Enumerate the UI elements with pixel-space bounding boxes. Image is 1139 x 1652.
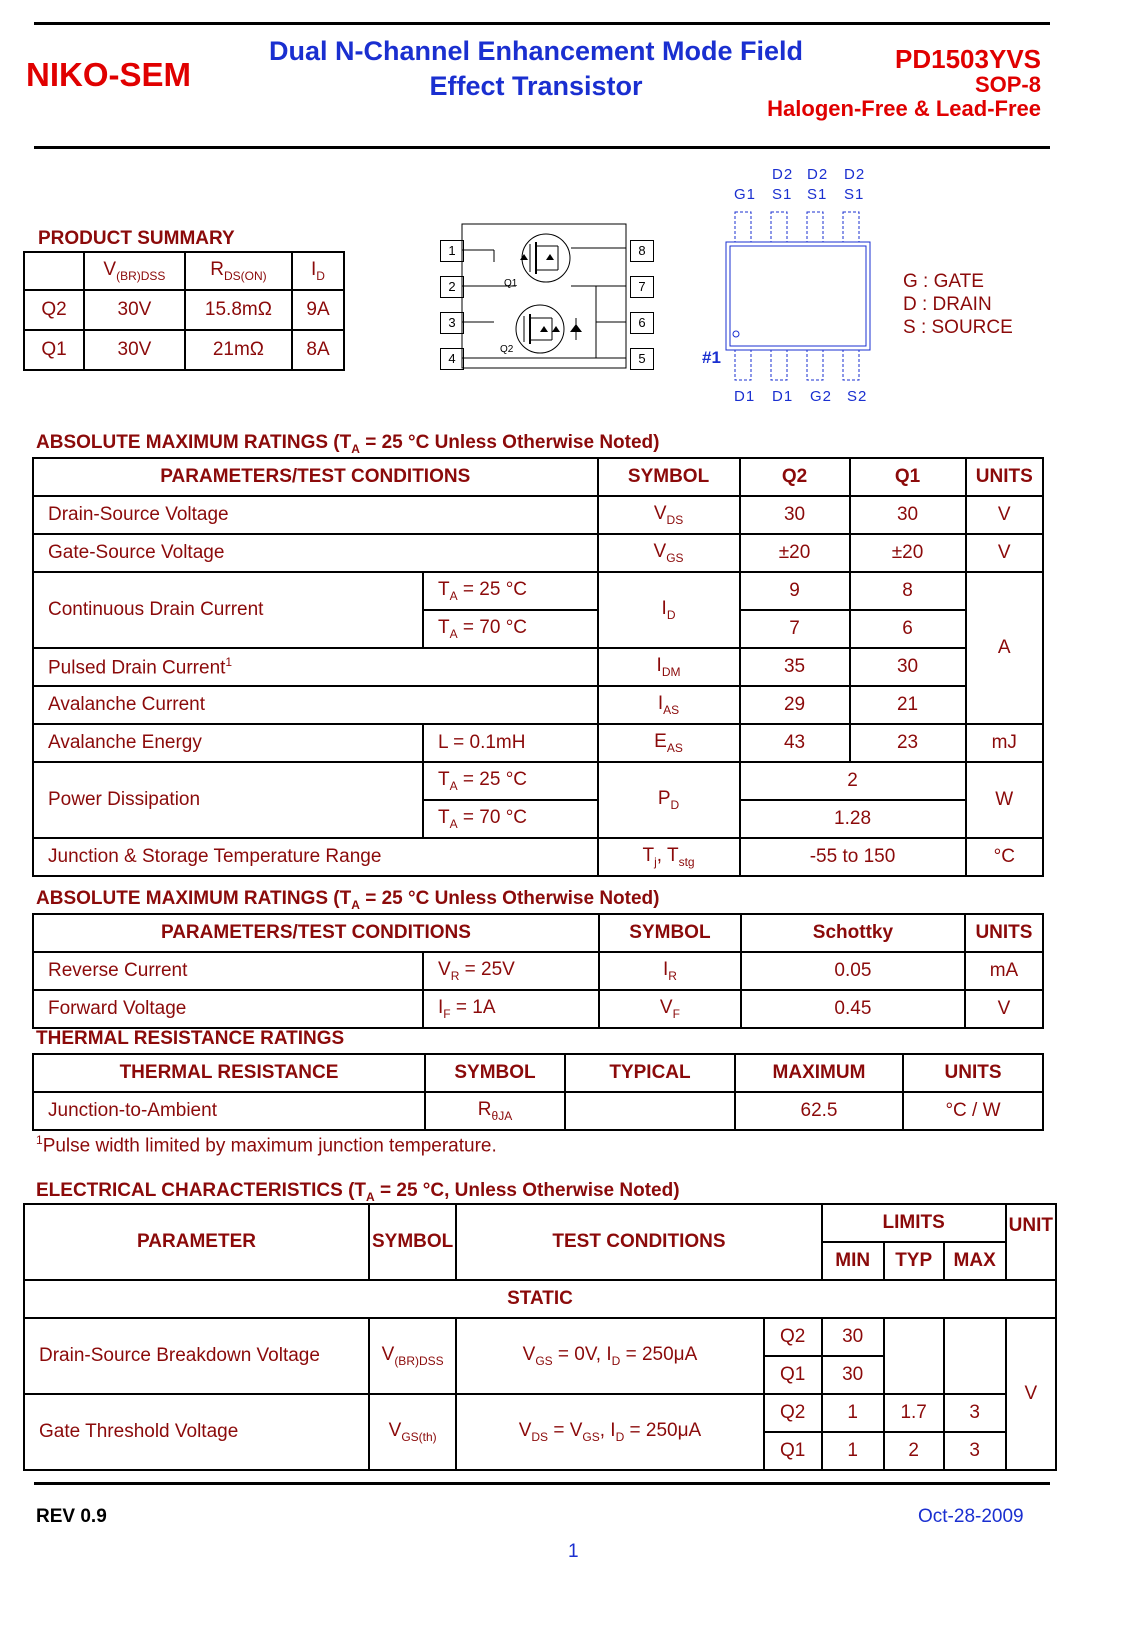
amr1-ias-q2: 29 xyxy=(740,686,850,724)
amr1-vds-symbol: $V_{DS}$ xyxy=(598,496,740,534)
title-line-1: Dual N-Channel Enhancement Mode Field xyxy=(268,36,804,66)
ps-rdson: 21mΩ xyxy=(185,330,292,370)
table-row xyxy=(24,1394,1056,1432)
amr1-tj-param: Junction & Storage Temperature Range xyxy=(33,838,598,876)
th-unit: °C / W xyxy=(903,1092,1043,1130)
amr1-id-q2-a: 9 xyxy=(740,572,850,610)
ec-h-max: MAX xyxy=(944,1242,1006,1280)
pkg-bottom-d1-b: D1 xyxy=(772,388,794,405)
ps-header-vbrdss: $V_{(BR)DSS}$ xyxy=(84,252,185,290)
amr1-vgs-symbol: $V_{GS}$ xyxy=(598,534,740,572)
ec-h-conditions: TEST CONDITIONS xyxy=(456,1204,821,1280)
legend-gate: G : GATE xyxy=(903,271,984,292)
ec-h-min: MIN xyxy=(822,1242,884,1280)
amr1-vgs-q1: ±20 xyxy=(850,534,966,572)
pkg-top2-s1-c: S1 xyxy=(844,186,865,203)
amr2-vf-unit: V xyxy=(965,990,1043,1028)
pin-5: 5 xyxy=(630,348,654,370)
amr1-pd-unit: W xyxy=(966,762,1043,838)
pin-6: 6 xyxy=(630,312,654,334)
ec-bvdss-param: Drain-Source Breakdown Voltage xyxy=(24,1318,369,1394)
th-h-symbol: SYMBOL xyxy=(425,1054,565,1092)
pin-2: 2 xyxy=(440,276,464,298)
amr1-vgs-param: Gate-Source Voltage xyxy=(33,534,598,572)
table-row xyxy=(33,990,1043,1028)
ps-rdson: 15.8mΩ xyxy=(185,290,292,330)
date: Oct-28-2009 xyxy=(918,1506,1024,1527)
amr1-pd-cond-b: $T_A = 70$ °C xyxy=(423,800,598,838)
abs-max-2-title: ABSOLUTE MAXIMUM RATINGS ($T_A = 25$ °C Unless Otherwise Noted) xyxy=(36,888,660,912)
pin-7: 7 xyxy=(630,276,654,298)
amr1-id-symbol: $I_D$ xyxy=(598,572,740,648)
ec-vth-cond: $V_{DS} = V_{GS}$, $I_D = 250\mu A$ xyxy=(456,1394,763,1470)
amr1-idm-param: Pulsed Drain Current$^1$ xyxy=(33,648,598,686)
ps-id: 9A xyxy=(292,290,344,330)
amr1-h-q2: Q2 xyxy=(740,458,850,496)
amr1-pd-value-a: 2 xyxy=(740,762,966,800)
amr1-ias-param: Avalanche Current xyxy=(33,686,598,724)
ec-bvdss-max xyxy=(944,1318,1006,1394)
amr1-ias-q1: 21 xyxy=(850,686,966,724)
amr1-idm-q2: 35 xyxy=(740,648,850,686)
table-row xyxy=(33,1092,1043,1130)
amr1-h-q1: Q1 xyxy=(850,458,966,496)
ec-vth-max-b: 3 xyxy=(944,1432,1006,1470)
page-number: 1 xyxy=(568,1541,579,1562)
revision: REV 0.9 xyxy=(36,1506,107,1527)
ec-bvdss-min-a: 30 xyxy=(822,1318,884,1356)
amr2-vf-value: 0.45 xyxy=(741,990,965,1028)
abs-max-2-table xyxy=(32,913,1044,1029)
amr2-h-units: UNITS xyxy=(965,914,1043,952)
pkg-top2-g1: G1 xyxy=(734,186,757,203)
table-row xyxy=(33,534,1043,572)
ps-vbrdss: 30V xyxy=(84,330,185,370)
ec-bvdss-dev-a: Q2 xyxy=(764,1318,822,1356)
amr1-h-units: UNITS xyxy=(966,458,1043,496)
table-row xyxy=(33,686,1043,724)
footnote: $^1$Pulse width limited by maximum junction temperature. xyxy=(36,1133,497,1157)
legend-drain: D : DRAIN xyxy=(903,294,992,315)
amr1-vgs-unit: V xyxy=(966,534,1043,572)
ec-vth-dev-b: Q1 xyxy=(764,1432,822,1470)
th-param: Junction-to-Ambient xyxy=(33,1092,425,1130)
ec-vth-max-a: 3 xyxy=(944,1394,1006,1432)
ps-vbrdss: 30V xyxy=(84,290,185,330)
ps-header-id: $I_D$ xyxy=(292,252,344,290)
amr1-vds-param: Drain-Source Voltage xyxy=(33,496,598,534)
amr1-pd-param: Power Dissipation xyxy=(33,762,423,838)
amr1-h-symbol: SYMBOL xyxy=(598,458,740,496)
pin-8: 8 xyxy=(630,240,654,262)
pin-4: 4 xyxy=(440,348,464,370)
amr2-ir-value: 0.05 xyxy=(741,952,965,990)
pkg-bottom-g2: G2 xyxy=(810,388,833,405)
ec-vth-dev-a: Q2 xyxy=(764,1394,822,1432)
ec-vth-min-a: 1 xyxy=(822,1394,884,1432)
amr1-tj-symbol: $T_j$, $T_{stg}$ xyxy=(598,838,740,876)
table-row xyxy=(33,952,1043,990)
amr1-pd-symbol: $P_D$ xyxy=(598,762,740,838)
table-row xyxy=(33,648,1043,686)
amr1-vds-unit: V xyxy=(966,496,1043,534)
ps-id: 8A xyxy=(292,330,344,370)
ec-bvdss-cond: $V_{GS} = 0V$, $I_D = 250\mu A$ xyxy=(456,1318,763,1394)
header-top-rule xyxy=(34,22,1050,25)
ec-h-limits: LIMITS xyxy=(822,1204,1006,1242)
header-bottom-rule xyxy=(34,146,1050,149)
table-row xyxy=(33,572,1043,610)
title-line-2: Effect Transistor xyxy=(429,71,643,101)
ec-bvdss-typ xyxy=(884,1318,944,1394)
amr1-eas-q2: 43 xyxy=(740,724,850,762)
amr1-h-param: PARAMETERS/TEST CONDITIONS xyxy=(33,458,598,496)
thermal-title: THERMAL RESISTANCE RATINGS xyxy=(36,1028,345,1049)
amr1-id-q1-b: 6 xyxy=(850,610,966,648)
ec-h-unit: UNIT xyxy=(1006,1204,1056,1280)
pkg-top1-d2-a: D2 xyxy=(772,166,794,183)
table-row xyxy=(24,290,344,330)
schematic-q2-label: Q2 xyxy=(500,344,514,355)
legend-source: S : SOURCE xyxy=(903,317,1013,338)
amr2-h-symbol: SYMBOL xyxy=(599,914,741,952)
ps-header-blank xyxy=(24,252,84,290)
ec-vth-min-b: 1 xyxy=(822,1432,884,1470)
part-number: PD1503YVS xyxy=(895,44,1041,74)
amr1-id-q1-a: 8 xyxy=(850,572,966,610)
electrical-table xyxy=(23,1203,1057,1471)
package-diagram xyxy=(690,160,890,410)
amr1-vgs-q2: ±20 xyxy=(740,534,850,572)
amr2-h-param: PARAMETERS/TEST CONDITIONS xyxy=(33,914,599,952)
amr2-ir-unit: mA xyxy=(965,952,1043,990)
table-row xyxy=(33,762,1043,800)
ec-vth-typ-b: 2 xyxy=(884,1432,944,1470)
amr1-id-q2-b: 7 xyxy=(740,610,850,648)
table-row xyxy=(33,838,1043,876)
pkg-top1-d2-c: D2 xyxy=(844,166,866,183)
th-h-typical: TYPICAL xyxy=(565,1054,735,1092)
amr2-ir-param: Reverse Current xyxy=(33,952,423,990)
product-summary-title: PRODUCT SUMMARY xyxy=(38,228,235,249)
pkg-bottom-d1-a: D1 xyxy=(734,388,756,405)
abs-max-1-title: ABSOLUTE MAXIMUM RATINGS ($T_A = 25$ °C Unless Otherwise Noted) xyxy=(36,432,660,456)
amr2-ir-cond: $V_R = 25V$ xyxy=(423,952,599,990)
amr1-vds-q1: 30 xyxy=(850,496,966,534)
pkg-top1-d2-b: D2 xyxy=(807,166,829,183)
amr1-eas-param: Avalanche Energy xyxy=(33,724,423,762)
ec-vth-param: Gate Threshold Voltage xyxy=(24,1394,369,1470)
th-h-maximum: MAXIMUM xyxy=(735,1054,903,1092)
amr1-vds-q2: 30 xyxy=(740,496,850,534)
ec-unit-v: V xyxy=(1006,1318,1056,1470)
ec-vth-typ-a: 1.7 xyxy=(884,1394,944,1432)
amr2-vf-cond: $I_F = 1A$ xyxy=(423,990,599,1028)
amr1-tj-value: -55 to 150 xyxy=(740,838,966,876)
amr1-pd-cond-a: $T_A = 25$ °C xyxy=(423,762,598,800)
ec-h-typ: TYP xyxy=(884,1242,944,1280)
pkg-top2-s1-b: S1 xyxy=(807,186,828,203)
brand-name: NIKO-SEM xyxy=(26,56,191,93)
amr1-eas-symbol: $E_{AS}$ xyxy=(598,724,740,762)
electrical-title: ELECTRICAL CHARACTERISTICS ($T_A = 25$ °C, Unless Otherwise Noted) xyxy=(36,1180,680,1204)
amr1-ias-symbol: $I_{AS}$ xyxy=(598,686,740,724)
schematic-drawing xyxy=(436,222,658,372)
compliance-label: Halogen-Free & Lead-Free xyxy=(767,96,1041,121)
amr1-eas-q1: 23 xyxy=(850,724,966,762)
page-title xyxy=(256,34,816,104)
amr1-pd-value-b: 1.28 xyxy=(740,800,966,838)
amr2-ir-symbol: $I_R$ xyxy=(599,952,741,990)
ps-header-rdson: $R_{DS(ON)}$ xyxy=(185,252,292,290)
pin1-marker: #1 xyxy=(702,348,721,367)
thermal-table xyxy=(32,1053,1044,1131)
product-summary-table xyxy=(23,251,345,371)
amr1-current-unit: A xyxy=(966,572,1043,724)
amr2-vf-param: Forward Voltage xyxy=(33,990,423,1028)
ec-h-param: PARAMETER xyxy=(24,1204,369,1280)
amr1-eas-unit: mJ xyxy=(966,724,1043,762)
amr1-id-cond-b: $T_A = 70$ °C xyxy=(423,610,598,648)
ec-bvdss-symbol: $V_{(BR)DSS}$ xyxy=(369,1318,456,1394)
ec-section-static: STATIC xyxy=(24,1280,1056,1318)
ps-device: Q2 xyxy=(24,290,84,330)
abs-max-1-table xyxy=(32,457,1044,877)
amr2-vf-symbol: $V_F$ xyxy=(599,990,741,1028)
ec-bvdss-dev-b: Q1 xyxy=(764,1356,822,1394)
amr1-id-cond-a: $T_A = 25$ °C xyxy=(423,572,598,610)
pin-3: 3 xyxy=(440,312,464,334)
ec-h-symbol: SYMBOL xyxy=(369,1204,456,1280)
table-row xyxy=(33,496,1043,534)
amr1-id-param: Continuous Drain Current xyxy=(33,572,423,648)
table-row xyxy=(24,1318,1056,1356)
amr1-idm-q1: 30 xyxy=(850,648,966,686)
pin-legend xyxy=(903,270,1013,339)
ec-vth-symbol: $V_{GS(th)}$ xyxy=(369,1394,456,1470)
th-typical xyxy=(565,1092,735,1130)
amr2-h-schottky: Schottky xyxy=(741,914,965,952)
th-h-units: UNITS xyxy=(903,1054,1043,1092)
pkg-bottom-s2: S2 xyxy=(847,388,868,405)
table-row xyxy=(33,724,1043,762)
pin-1: 1 xyxy=(440,240,464,262)
ec-bvdss-min-b: 30 xyxy=(822,1356,884,1394)
package-outline xyxy=(690,160,890,410)
th-maximum: 62.5 xyxy=(735,1092,903,1130)
amr1-tj-unit: °C xyxy=(966,838,1043,876)
amr1-eas-cond: L = 0.1mH xyxy=(423,724,598,762)
amr1-idm-symbol: $I_{DM}$ xyxy=(598,648,740,686)
th-h-param: THERMAL RESISTANCE xyxy=(33,1054,425,1092)
package-name: SOP-8 xyxy=(974,72,1041,97)
table-row xyxy=(24,330,344,370)
th-symbol: $R_{\theta JA}$ xyxy=(425,1092,565,1130)
pkg-top2-s1-a: S1 xyxy=(772,186,793,203)
schematic-q1-label: Q1 xyxy=(504,278,518,289)
ps-device: Q1 xyxy=(24,330,84,370)
footer-rule xyxy=(34,1482,1050,1485)
mosfet-schematic xyxy=(436,222,658,372)
